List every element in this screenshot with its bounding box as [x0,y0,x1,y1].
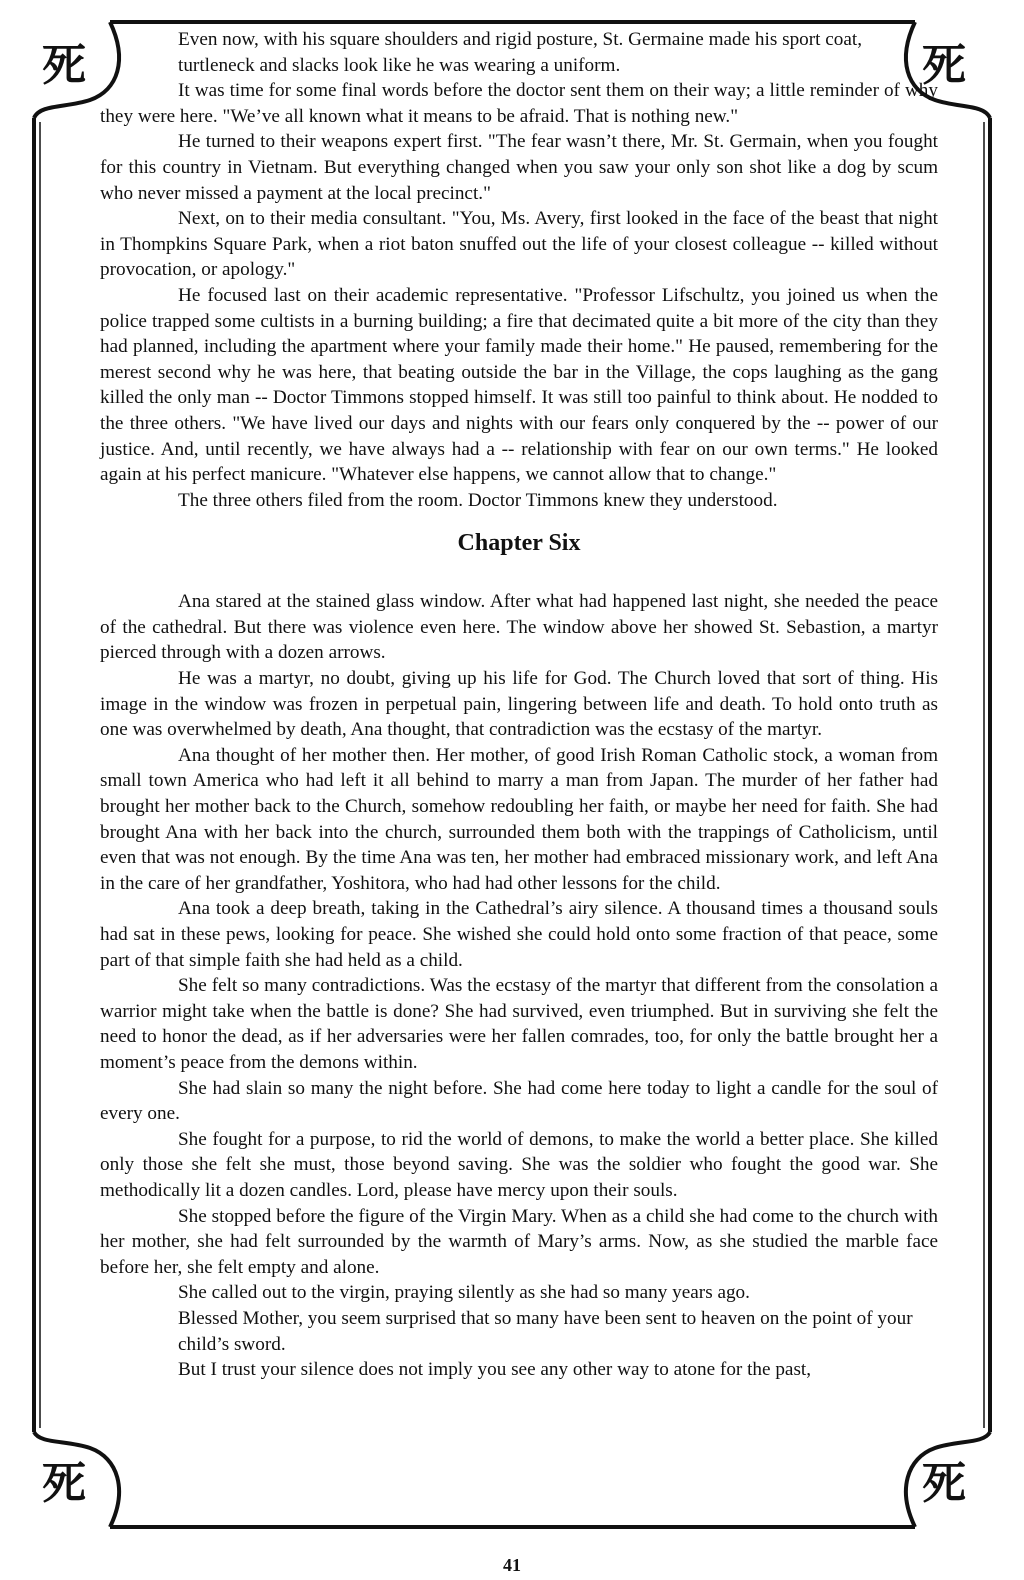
paragraph: She called out to the virgin, praying silently as she had so many years ago. [178,1282,750,1304]
corner-death-glyph-top-left: 死 [42,40,86,91]
corner-death-glyph-top-right: 死 [922,40,966,91]
paragraph: Even now, with his square shoulders and rigid posture, St. Germaine made his sport coat, turtleneck and slacks look like he was wearing a uniform. [178,29,863,76]
page-number: 41 [503,1555,521,1575]
corner-death-glyph-bottom-left: 死 [42,1458,86,1509]
paragraph: The three others filed from the room. Doctor Timmons knew they understood. [178,489,778,511]
paragraph: Ana stared at the stained glass window. After what had happened last night, she needed the peace of the cathedral. But there was violence even here. The window above her showed St. Sebastion, a martyr pierced through with a dozen arrows. [100,591,938,664]
paragraph: But I trust your silence does not imply you see any other way to atone for the past, [178,1359,812,1381]
paragraph: Next, on to their media consultant. "You, Ms. Avery, first looked in the face of the beast that night in Thompkins Square Park, when a riot baton snuffed out the life of your closest colleague -- killed without provocation, or apology." [100,208,938,281]
paragraph: She fought for a purpose, to rid the world of demons, to make the world a better place. She killed only those she felt she must, those beyond saving. She was the soldier who fought the good war. She methodically lit a dozen candles. Lord, please have mercy upon their souls. [100,1128,938,1201]
corner-death-glyph-bottom-right: 死 [922,1458,966,1509]
paragraph: She stopped before the figure of the Virgin Mary. When as a child she had come to the church with her mother, she had felt surrounded by the warmth of Mary’s arms. Now, as she studied the marble face before her, she felt empty and alone. [100,1205,938,1278]
page-body [100,27,938,1383]
paragraph: Ana thought of her mother then. Her mother, of good Irish Roman Catholic stock, a woman from small town America who had left it all behind to marry a man from Japan. The murder of her father had brought her mother back to the Church, somehow redoubling her faith, or maybe her need for faith. She had brought Ana with her back into the church, surrounded them both with the trappings of Catholicism, until even that was not enough. By the time Ana was ten, her mother had embraced missionary work, and left Ana in the care of her grandfather, Yoshitora, who had had other lessons for the child. [100,744,938,894]
paragraph: He turned to their weapons expert first. "The fear wasn’t there, Mr. St. Germain, when you fought for this country in Vietnam. But everything changed when you saw your only son shot like a dog by scum who never missed a payment at the local precinct." [100,131,938,204]
paragraph: Ana took a deep breath, taking in the Cathedral’s airy silence. A thousand times a thousand souls had sat in these pews, looking for peace. She wished she could hold onto some fraction of that peace, some part of that simple faith she had held as a child. [100,898,938,971]
paragraph: He was a martyr, no doubt, giving up his life for God. The Church loved that sort of thing. His image in the window was frozen in perpetual pain, lingering between life and death. To hold onto truth as one was overwhelmed by death, Ana thought, that contradiction was the ecstasy of the martyr. [100,668,938,741]
paragraph: It was time for some final words before the doctor sent them on their way; a little reminder of why they were here. "We’ve all known what it means to be afraid. That is nothing new." [100,80,938,127]
chapter-title: Chapter Six [457,530,581,557]
paragraph: He focused last on their academic representative. "Professor Lifschultz, you joined us when the police trapped some cultists in a burning building; a fire that decimated quite a bit more of the city than they had planned, including the apartment where your family made their home." He paused, remembering for the merest second why he was here, that beating outside the bar in the Village, the cops laughing as the gang killed the only man -- Doctor Timmons stopped himself. It was still too painful to think about. He nodded to the three others. "We have lived our days and nights with our fears only conquered by the -- power of our justice. And, until recently, we have always had a -- relationship with fear on our own terms." He looked again at his perfect manicure. "Whatever else happens, we cannot allow that to change." [100,284,938,486]
paragraph: She had slain so many the night before. She had come here today to light a candle for the soul of every one. [100,1077,938,1125]
paragraph: She felt so many contradictions. Was the ecstasy of the martyr that different from the consolation a warrior might take when the battle is done? She had survived, even triumphed. But in surviving she felt the need to honor the dead, as if her adversaries were her fallen comrades, too, for only the battle brought her a moment’s peace from the demons within. [100,975,938,1073]
paragraph: Blessed Mother, you seem surprised that so many have been sent to heaven on the point of your child’s sword. [178,1307,913,1355]
